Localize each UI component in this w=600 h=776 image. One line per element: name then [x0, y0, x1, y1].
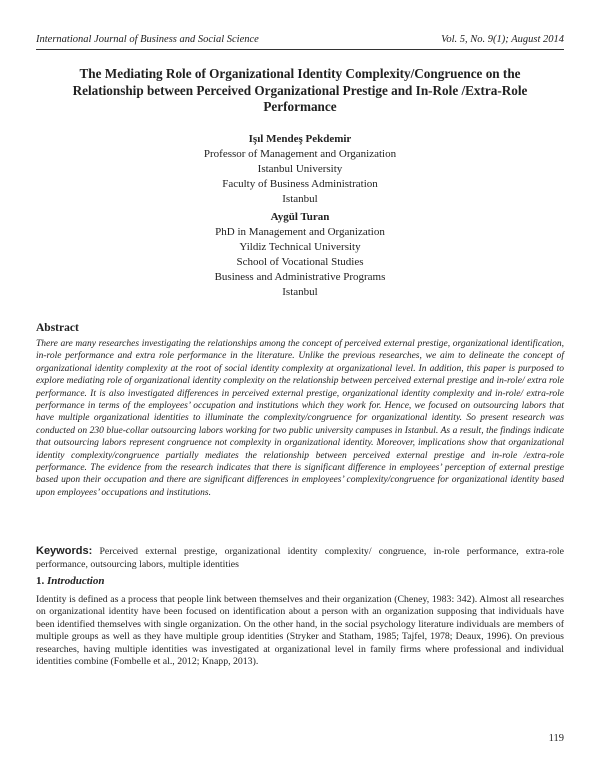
affiliation-line: Professor of Management and Organization: [203, 148, 397, 160]
author-block: [36, 132, 564, 300]
journal-name: International Journal of Business and Social Science: [36, 34, 259, 45]
affiliation-line: Istanbul: [282, 286, 318, 298]
keywords: [36, 545, 564, 571]
affiliation-line: Istanbul University: [257, 163, 343, 175]
affiliation-line: School of Vocational Studies: [236, 256, 364, 268]
abstract-text: There are many researches investigating the relationships among the concept of perceived external prestige, organizational identification, in-role performance and extra role performance in the literature. Unlike the previous researches, we aim to delineate the concept of organizational identity complexity at the root of social identity complexity at organizational level. In addition, this paper is purposed to explore mediating role of organizational identity complexity on the relationship between perceived external prestige and in-role/ extra role performance. It is also investigated differences in perceived external prestige, organizational identity complexity and in-role/ extra-role performance in terms of the employees’ occupation and institutions which they work for. Hence, we focused on outsourcing labors that have multiple organizational identities to illuminate the complexity/congruence for organizational identity. So present research was conducted on 230 blue-collar outsourcing labors working for two public university campuses in Istanbul. As a result, the findings indicate that outsourcing labors represent congruence not complexity in organizational identity. Moreover, implications show that organizational identity complexity/congruence partially mediates the relationship between perceived external prestige and in-role /extra-role performance. The evidence from the research indicates that there is significant difference in employees’ perception of external prestige based upon their occupation and there are significant differences in employees’ complexity/congruence for organizational identity based upon employees’ occupations and institutions.: [36, 339, 564, 498]
section-title: Introduction: [47, 575, 105, 587]
section-heading: [36, 575, 104, 587]
author-1: [36, 132, 564, 207]
header-divider: [36, 49, 564, 50]
affiliation-line: Yildiz Technical University: [239, 241, 361, 253]
issue-info: Vol. 5, No. 9(1); August 2014: [441, 34, 564, 45]
author-name: Aygül Turan: [270, 211, 330, 223]
affiliation-line: Business and Administrative Programs: [214, 271, 386, 283]
affiliation-line: Istanbul: [282, 193, 318, 205]
author-name: Işıl Mendeş Pekdemir: [248, 133, 352, 145]
running-header: [36, 34, 564, 45]
affiliation-line: PhD in Management and Organization: [215, 226, 385, 238]
page-number: 119: [548, 733, 564, 744]
author-2: [36, 210, 564, 300]
paper-title: The Mediating Role of Organizational Identity Complexity/Congruence on the Relationship between Perceived Organizational Prestige and In-Role /Extra-Role Performance: [72, 66, 528, 114]
affiliation-line: Faculty of Business Administration: [222, 178, 378, 190]
keywords-text: Perceived external prestige, organizational identity complexity/ congruence, in-role performance, extra-role performance, outsourcing labors, multiple identities: [36, 546, 564, 570]
keywords-label: Keywords:: [36, 545, 93, 557]
section-number: 1.: [36, 575, 45, 587]
abstract-heading: Abstract: [36, 322, 79, 334]
introduction-paragraph: Identity is defined as a process that people link between themselves and their organization (Cheney, 1983: 342). Almost all researches on organizational identity have been focused on identification about a person with an organization supposing that individuals have been identified themselves with single organization. On the other hand, in the social psychology literature individuals are members of multiple groups as well as they have multiple group identities (Stryker and Statham, 1985; Tajfel, 1978; Deaux, 1996). On previous researches, having multiple identities was investigated at organizational level in family firms where professional and individual identities combine (Fombelle et al., 2012; Knapp, 2013).: [36, 594, 564, 668]
